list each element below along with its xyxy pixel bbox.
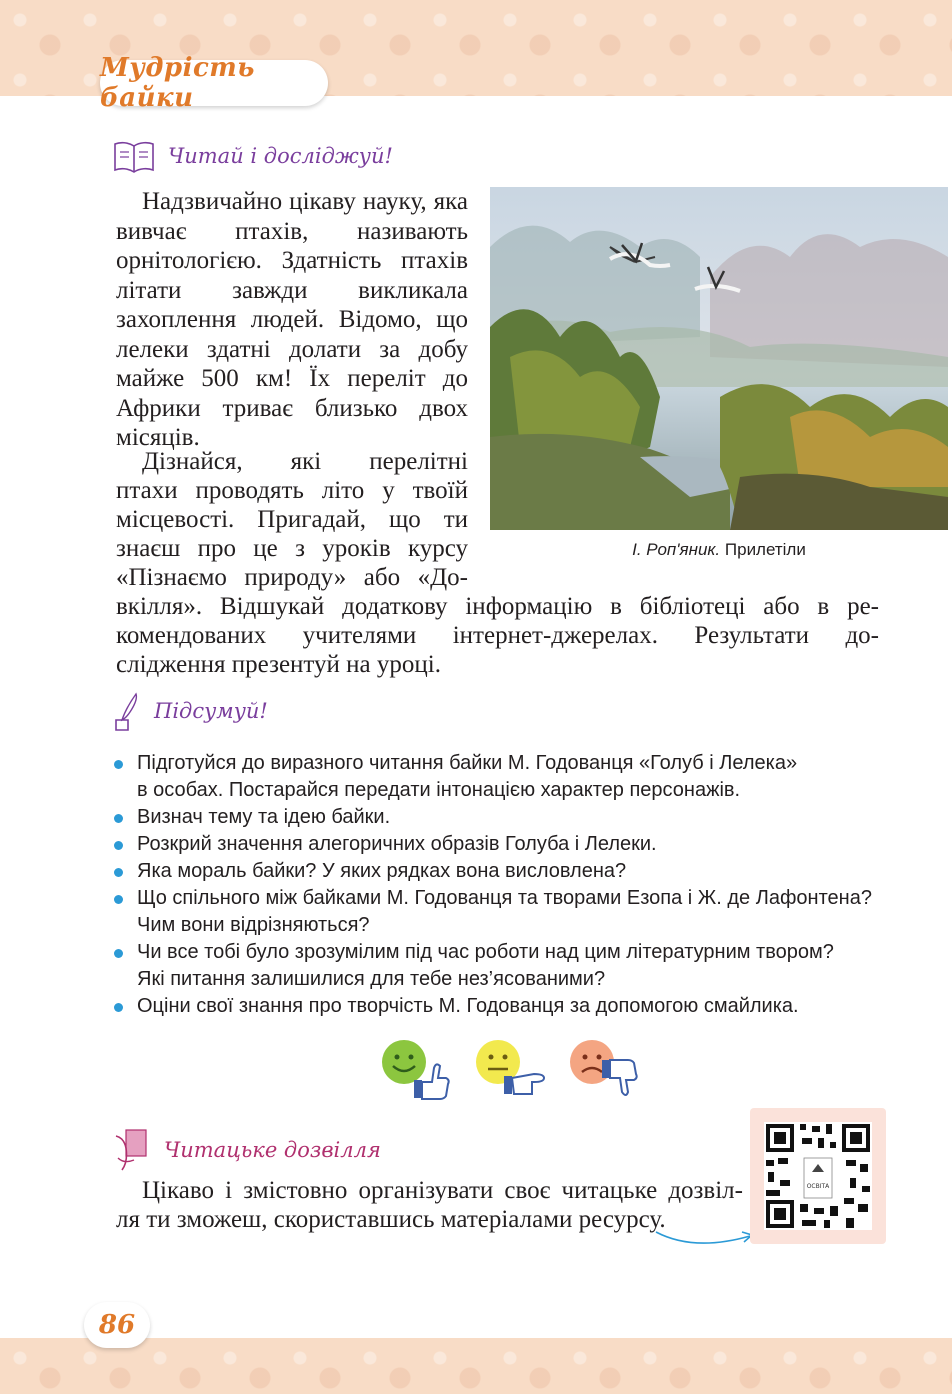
paragraph-line: птахи проводять літо у твоїй [116, 477, 468, 504]
happy-thumbs-up-icon[interactable] [380, 1038, 452, 1102]
painting-caption [490, 540, 948, 560]
list-item [112, 804, 902, 831]
list-item [112, 993, 902, 1020]
list-item-text: в особах. Постарайся передати інтонацією характер персонажів. [137, 779, 741, 801]
list-item [112, 831, 902, 858]
arrow-to-qr-icon [654, 1226, 758, 1252]
caption-author: І. Роп'яник. [632, 540, 721, 559]
paragraph-line: місцевості. Пригадай, що ти [116, 506, 468, 533]
paragraph-ornithology: Надзвичайно цікаву науку, яка вивчає птахів, називають орнітологією. Здатність птахів літати завжди викликала захоплення людей. Відомо, що лелеки здатні долати за добу майже 500 км! Їх переліт до Африки триває близько двох місяців. [116, 188, 468, 451]
list-item-text: Які питання залишилися для тебе нез’ясованими? [137, 968, 606, 990]
summary-heading [112, 690, 268, 732]
sad-thumbs-down-icon[interactable] [568, 1038, 640, 1102]
bottom-decorative-band [0, 1338, 952, 1394]
list-item-text: Підготуйся до виразного читання байки М. Годованця «Голуб і Лелека» [137, 752, 798, 774]
read-explore-heading [112, 138, 393, 174]
list-item-text: Розкрий значення алегоричних образів Голуба і Лелеки. [137, 833, 657, 855]
paragraph-line: «Пізнаємо природу» або «До- [116, 564, 468, 591]
section-title-tag [100, 53, 328, 113]
paragraph-line: Дізнайся, які перелітні [142, 448, 468, 475]
page-number-tag [84, 1302, 150, 1348]
paragraph-line: вкілля». Відшукай додаткову інформацію в бібліотеці або в ре- [116, 593, 879, 620]
list-item [112, 885, 902, 939]
paragraph-line: знаєш про це з уроків курсу [116, 535, 468, 562]
list-item-text: Що спільного між байками М. Годованця та творами Езопа і Ж. де Лафонтена? [137, 887, 872, 909]
painting-storks [490, 187, 948, 530]
leisure-heading [112, 1128, 381, 1172]
list-item [112, 858, 902, 885]
section-title: Мудрість байки [100, 53, 255, 113]
page-number: 86 [98, 1310, 136, 1340]
neutral-pointing-hand-icon[interactable] [474, 1038, 550, 1100]
list-item-text: Оціни свої знання про творчість М. Годованця за допомогою смайлика. [137, 995, 799, 1017]
summary-list [112, 750, 902, 1020]
qr-code-icon[interactable] [750, 1108, 886, 1244]
list-item-text: Чи все тобі було зрозумілим під час роботи над цим літературним твором? [137, 941, 834, 963]
list-item-text: Яка мораль байки? У яких рядках вона висловлена? [137, 860, 627, 882]
qr-logo-text: ОСВІТА [806, 1183, 830, 1190]
bookmark-pen-icon [112, 1128, 152, 1172]
list-item-text: Визнач тему та ідею байки. [137, 806, 391, 828]
leisure-line: ля ти зможеш, скориставшись матеріалами ресурсу. [116, 1206, 666, 1233]
read-explore-label: Читай і досліджуй! [168, 144, 393, 168]
open-book-icon [112, 138, 156, 174]
summary-label: Підсумуй! [154, 699, 268, 723]
caption-title: Прилетіли [724, 540, 806, 559]
list-item [112, 750, 902, 804]
list-item-text: Чим вони відрізняються? [137, 914, 370, 936]
paragraph-line: слідження презентуй на уроці. [116, 651, 441, 678]
qr-code-panel[interactable] [750, 1108, 886, 1244]
list-item [112, 939, 902, 993]
paragraph-line: комендованих учителями інтернет-джерелах. Результати до- [116, 622, 879, 649]
leisure-line: Цікаво і змістовно організувати своє читацьке дозвіл- [142, 1177, 743, 1204]
leisure-label: Читацьке дозвілля [164, 1138, 381, 1162]
inkwell-quill-icon [112, 690, 142, 732]
